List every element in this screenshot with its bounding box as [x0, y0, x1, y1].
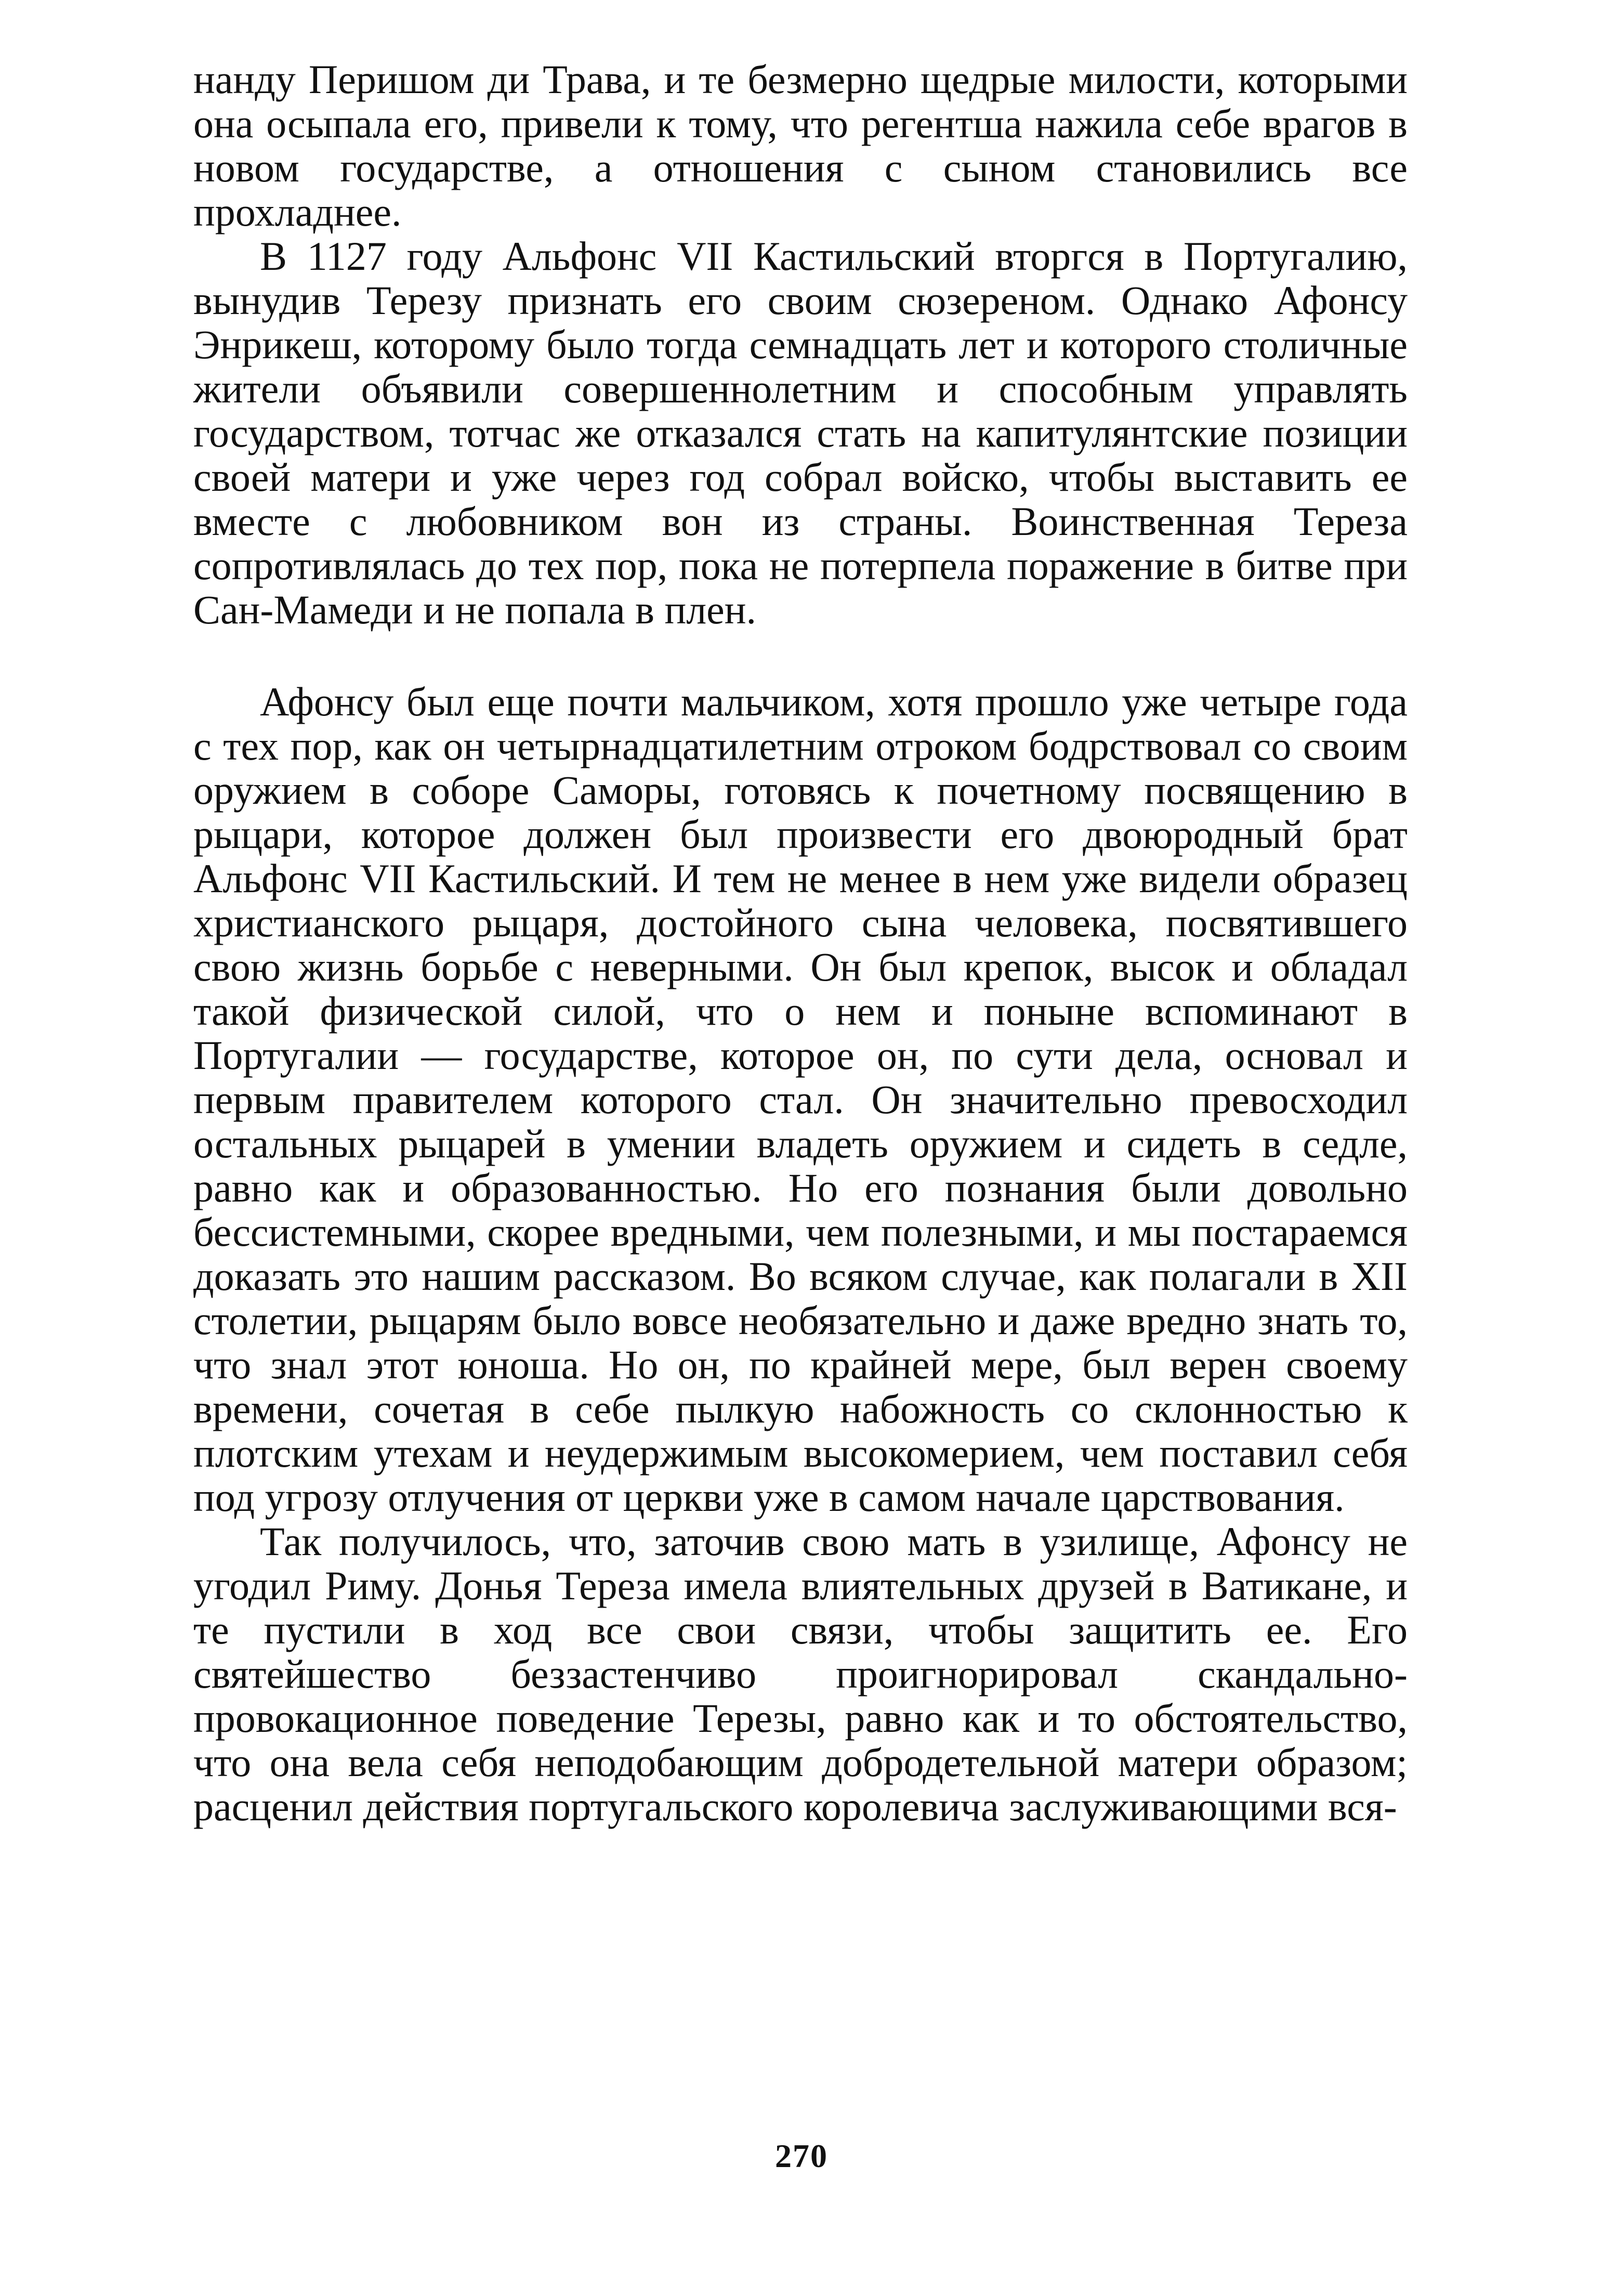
paragraph-rome-conflict: Так получилось, что, заточив свою мать в узилище, Афонсу не угодил Риму. Донья Тереза имела влиятельных друзей в Ватикане, и те пустили в ход все свои связи, чтобы защитить ее. Его святейшество беззастенчиво проигнорировал скандально-провокационное поведение Терезы, равно как и то обстоятельство, что она вела себя неподобающим добродетельной матери образом; расценил действия португальского королевича заслуживающими вся- — [193, 1519, 1408, 1829]
paragraph-invasion-1127: В 1127 году Альфонс VII Кастильский вторгся в Португалию, вынудив Терезу признать его своим сюзереном. Однако Афонсу Энрикеш, которому было тогда семнадцать лет и которого столичные жители объявили совершеннолетним и способным управлять государством, тотчас же отказался стать на капитулянтские позиции своей матери и уже через год собрал войско, чтобы выставить ее вместе с любовником вон из страны. Воинственная Тереза сопротивлялась до тех пор, пока не потерпела поражение в битве при Сан-Мамеди и не попала в плен. — [193, 233, 1408, 632]
paragraph-continuation: нанду Перишом ди Трава, и те безмерно щедрые милости, которыми она осыпала его, привели к тому, что регентша нажила себе врагов в новом государстве, а отношения с сыном становились все прохладнее. — [193, 57, 1408, 234]
page-body — [193, 57, 1408, 1829]
paragraph-afonsu-youth: Афонсу был еще почти мальчиком, хотя прошло уже четыре года с тех пор, как он четырнадцатилетним отроком бодрствовал со своим оружием в соборе Саморы, готовясь к почетному посвящению в рыцари, которое должен был произвести его двоюродный брат Альфонс VII Кастильский. И тем не менее в нем уже видели образец христианского рыцаря, достойного сына человека, посвятившего свою жизнь борьбе с неверными. Он был крепок, высок и обладал такой физической силой, что о нем и поныне вспоминают в Португалии — государстве, которое он, по сути дела, основал и первым правителем которого стал. Он значительно превосходил остальных рыцарей в умении владеть оружием и сидеть в седле, равно как и образованностью. Но его познания были довольно бессистемными, скорее вредными, чем полезными, и мы постараемся доказать это нашим рассказом. Во всяком случае, как полагали в XII столетии, рыцарям было вовсе необязательно и даже вредно знать то, что знал этот юноша. Но он, по крайней мере, был верен своему времени, сочетая в себе пылкую набожность со склонностью к плотским утехам и неудержимым высокомерием, чем поставил себя под угрозу отлучения от церкви уже в самом начале царствования. — [193, 679, 1408, 1520]
page-number: 270 — [775, 2137, 828, 2174]
section-break — [193, 632, 1408, 680]
